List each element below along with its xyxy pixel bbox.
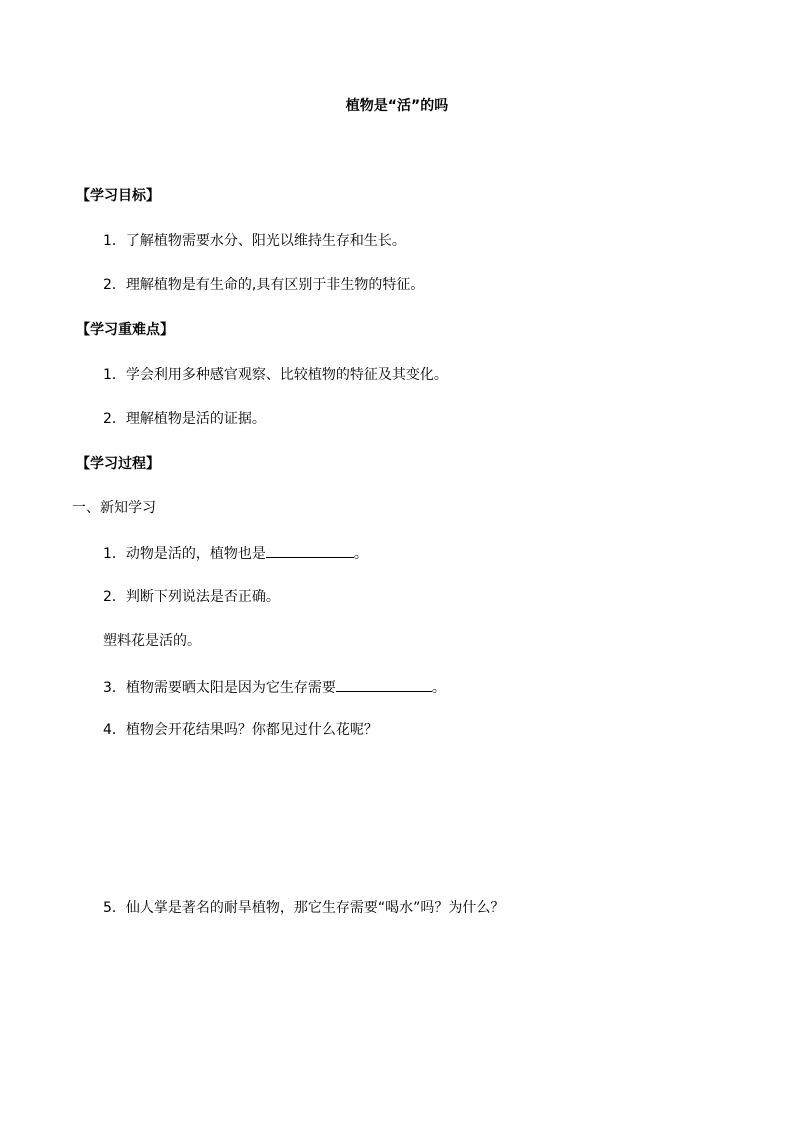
question-1-suffix: 。: [353, 546, 368, 562]
question-5: 5．仙人掌是著名的耐旱植物，那它生存需要“喝水”吗？为什么？: [103, 900, 505, 916]
keypoints-heading: 【学习重难点】: [76, 322, 174, 338]
question-3: [103, 677, 446, 697]
question-1: [103, 543, 368, 563]
question-3-text: 3．植物需要晒太阳是因为它生存需要: [103, 680, 336, 696]
keypoint-item: 1．学会利用多种感官观察、比较植物的特征及其变化。: [103, 367, 448, 383]
answer-blank[interactable]: [336, 677, 432, 692]
question-2: 2．判断下列说法是否正确。: [103, 589, 280, 605]
objective-item: 2．理解植物是有生命的,具有区别于非生物的特征。: [103, 277, 425, 293]
question-3-suffix: 。: [431, 680, 446, 696]
part-title: 一、新知学习: [72, 500, 156, 516]
question-1-text: 1．动物是活的，植物也是: [103, 546, 266, 562]
page-title: 植物是“活”的吗: [345, 98, 449, 114]
process-heading: 【学习过程】: [76, 456, 160, 472]
objectives-heading: 【学习目标】: [76, 188, 160, 204]
keypoint-item: 2．理解植物是活的证据。: [103, 411, 266, 427]
question-4: 4．植物会开花结果吗？你都见过什么花呢？: [103, 722, 378, 738]
objective-item: 1．了解植物需要水分、阳光以维持生存和生长。: [103, 233, 406, 249]
answer-blank[interactable]: [266, 543, 354, 558]
question-2-statement: 塑料花是活的。: [103, 633, 201, 649]
